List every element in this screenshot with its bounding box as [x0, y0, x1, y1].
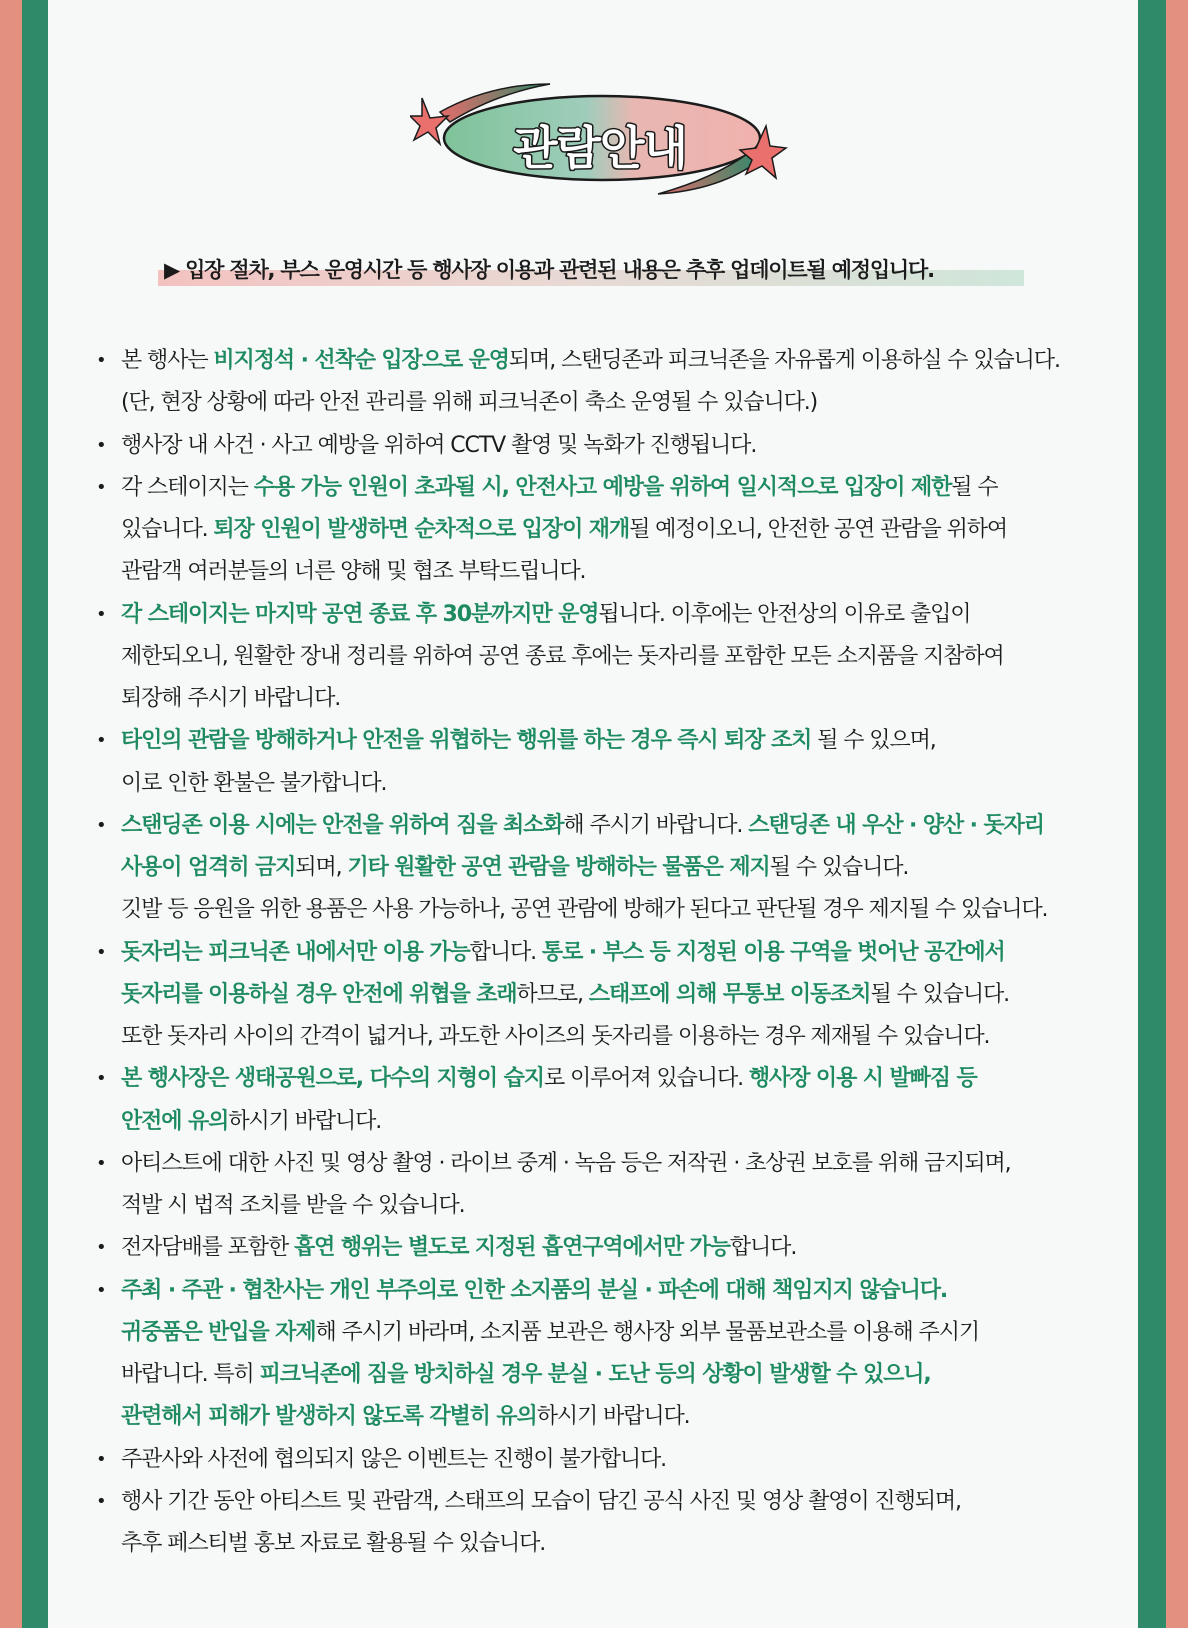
- text-line: [96, 1396, 1126, 1438]
- body-text: 제한되오니, 원활한 장내 정리를 위하여 공연 종료 후에는 돗자리를 포함한 모든 소지품을 지참하여: [121, 643, 1004, 669]
- text-line: [96, 1227, 1126, 1269]
- body-text: 행사 기간 동안 아티스트 및 관람객, 스태프의 모습이 담긴 공식 사진 및 영상 촬영이 진행되며,: [121, 1488, 961, 1514]
- text-line: [96, 1058, 1126, 1100]
- text-line: [96, 1439, 1126, 1481]
- highlighted-text: 본 행사장은 생태공원으로, 다수의 지형이 습지: [121, 1066, 544, 1092]
- body-text: (단, 현장 상황에 따라 안전 관리를 위해 피크닉존이 축소 운영될 수 있습니다.): [121, 390, 818, 416]
- highlighted-text: 안전에 유의: [121, 1108, 229, 1134]
- body-text: 각 스테이지는: [121, 474, 254, 500]
- body-text: 될 예정이오니, 안전한 공연 관람을 위하여: [629, 517, 1008, 542]
- bullet-icon: •: [96, 1068, 106, 1090]
- text-line: [96, 509, 1126, 551]
- right-outer-border: [1166, 0, 1188, 1628]
- list-item: [96, 720, 1126, 805]
- title-banner: [410, 82, 790, 202]
- body-text: 될 수 있습니다.: [870, 981, 1010, 1007]
- text-line: [96, 1185, 1126, 1227]
- highlighted-text: 흡연 행위는 별도로 지정된 흡연구역에서만 가능: [294, 1235, 730, 1261]
- body-text: 합니다.: [729, 1235, 797, 1261]
- body-text: 합니다.: [469, 939, 542, 965]
- text-line: [96, 720, 1126, 762]
- highlighted-text: 주최 · 주관 · 협찬사는 개인 부주의로 인한 소지품의 분실 · 파손에 대해 책임지지 않습니다.: [121, 1277, 948, 1303]
- text-line: [96, 1481, 1126, 1523]
- highlighted-text: 사용이 엄격히 금지: [121, 855, 296, 880]
- body-text: 하시기 바랍니다.: [228, 1108, 382, 1134]
- text-line: [96, 932, 1126, 974]
- highlighted-text: 피크닉존에 짐을 방치하실 경우 분실 · 도난 등의 상황이 발생할 수 있으니,: [259, 1362, 931, 1387]
- list-item: [96, 932, 1126, 1059]
- body-text: 하시기 바랍니다.: [536, 1404, 690, 1430]
- body-text: 본 행사는: [121, 348, 214, 373]
- text-line: [96, 467, 1126, 509]
- body-text: 관람객 여러분들의 너른 양해 및 협조 부탁드립니다.: [121, 559, 586, 585]
- bullet-icon: •: [96, 350, 106, 371]
- update-notice: [158, 252, 1024, 290]
- body-text: 전자담배를 포함한: [121, 1235, 295, 1261]
- list-item: [96, 340, 1126, 425]
- body-text: 로 이루어져 있습니다.: [543, 1066, 749, 1092]
- list-item: [96, 1270, 1126, 1439]
- list-item: [96, 594, 1126, 721]
- body-text: 퇴장해 주시기 바랍니다.: [121, 686, 341, 711]
- bullet-icon: •: [96, 1490, 106, 1512]
- body-text: 바랍니다. 특히: [121, 1362, 260, 1387]
- body-text: 아티스트에 대한 사진 및 영상 촬영 · 라이브 중계 · 녹음 등은 저작권 · 초상권 보호를 위해 금지되며,: [121, 1150, 1011, 1176]
- highlighted-text: 타인의 관람을 방해하거나 안전을 위협하는 행위를 하는 경우 즉시 퇴장 조치: [121, 728, 812, 754]
- text-line: [96, 551, 1126, 593]
- text-line: [96, 889, 1126, 931]
- bullet-icon: •: [96, 814, 106, 836]
- highlighted-text: 관련해서 피해가 발생하지 않도록 각별히 유의: [121, 1404, 537, 1430]
- highlighted-text: 각 스테이지는 마지막 공연 종료 후 30분까지만 운영: [121, 601, 599, 627]
- highlighted-text: 스탠딩존 이용 시에는 안전을 위하여 짐을 최소화: [121, 812, 564, 838]
- body-text: 될 수 있습니다.: [769, 855, 909, 880]
- text-line: [96, 340, 1126, 382]
- play-triangle-icon: ▶: [164, 258, 179, 282]
- highlighted-text: 스탠딩존 내 우산 · 양산 · 돗자리: [748, 812, 1044, 838]
- list-item: [96, 1058, 1126, 1143]
- text-line: [96, 425, 1126, 467]
- text-line: [96, 678, 1126, 720]
- text-line: [96, 974, 1126, 1016]
- list-item: [96, 1143, 1126, 1228]
- highlighted-text: 행사장 이용 시 발빠짐 등: [748, 1066, 977, 1092]
- highlighted-text: 통로 · 부스 등 지정된 이용 구역을 벗어난 공간에서: [541, 939, 1005, 965]
- right-inner-border: [1138, 0, 1166, 1628]
- bullet-icon: •: [96, 476, 106, 498]
- highlighted-text: 스태프에 의해 무통보 이동조치: [588, 981, 871, 1007]
- highlighted-text: 비지정석 · 선착순 입장으로 운영: [213, 348, 509, 373]
- bullet-icon: •: [96, 1152, 106, 1174]
- text-line: [96, 636, 1126, 678]
- bullet-icon: •: [96, 1237, 106, 1259]
- highlighted-text: 퇴장 인원이 발생하면 순차적으로 입장이 재개: [213, 517, 630, 542]
- list-item: [96, 805, 1126, 932]
- highlighted-text: 수용 가능 인원이 초과될 시, 안전사고 예방을 위하여 일시적으로 입장이 제한: [253, 474, 952, 500]
- text-line: [96, 1270, 1126, 1312]
- body-text: 이로 인한 환불은 불가합니다.: [121, 770, 387, 796]
- page-title: 관람안내: [513, 121, 687, 175]
- left-inner-border: [22, 0, 48, 1628]
- body-text: 될 수 있으며,: [811, 728, 936, 754]
- bullet-icon: •: [96, 434, 106, 456]
- text-line: [96, 1101, 1126, 1143]
- text-line: [96, 805, 1126, 847]
- text-line: [96, 382, 1126, 424]
- text-line: [96, 1354, 1126, 1396]
- text-line: [96, 1523, 1126, 1565]
- list-item: [96, 425, 1126, 467]
- body-text: 해 주시기 바랍니다.: [563, 812, 749, 838]
- body-text: 있습니다.: [121, 517, 214, 542]
- highlighted-text: 돗자리를 이용하실 경우 안전에 위협을 초래: [121, 981, 517, 1007]
- bullet-icon: •: [96, 603, 106, 625]
- body-text: 될 수: [951, 474, 998, 500]
- body-text: 행사장 내 사건 · 사고 예방을 위하여 CCTV 촬영 및 녹화가 진행됩니다.: [121, 432, 757, 458]
- guidelines-list: [96, 340, 1126, 1565]
- body-text: 주관사와 사전에 협의되지 않은 이벤트는 진행이 불가합니다.: [121, 1446, 667, 1472]
- text-line: [96, 1143, 1126, 1185]
- highlighted-text: 귀중품은 반입을 자제: [121, 1319, 316, 1345]
- text-line: [96, 1016, 1126, 1058]
- text-line: [96, 763, 1126, 805]
- bullet-icon: •: [96, 1279, 106, 1301]
- list-item: [96, 1439, 1126, 1481]
- body-text: 적발 시 법적 조치를 받을 수 있습니다.: [121, 1193, 465, 1218]
- highlighted-text: 기타 원활한 공연 관람을 방해하는 물품은 제지: [347, 855, 770, 880]
- list-item: [96, 467, 1126, 594]
- bullet-icon: •: [96, 730, 106, 752]
- left-outer-border: [0, 0, 22, 1628]
- bullet-icon: •: [96, 1448, 106, 1470]
- body-text: 됩니다. 이후에는 안전상의 이유로 출입이: [598, 601, 971, 627]
- list-item: [96, 1481, 1126, 1566]
- notice-text: 입장 절차, 부스 운영시간 등 행사장 이용과 관련된 내용은 추후 업데이트될 예정입니다.: [185, 258, 934, 282]
- body-text: 추후 페스티벌 홍보 자료로 활용될 수 있습니다.: [121, 1531, 546, 1556]
- body-text: 해 주시기 바라며, 소지품 보관은 행사장 외부 물품보관소를 이용해 주시기: [315, 1319, 979, 1345]
- text-line: [96, 847, 1126, 889]
- body-text: 되며, 스탠딩존과 피크닉존을 자유롭게 이용하실 수 있습니다.: [508, 348, 1060, 373]
- body-text: 되며,: [295, 855, 348, 880]
- list-item: [96, 1227, 1126, 1269]
- body-text: 하므로,: [516, 981, 589, 1007]
- text-line: [96, 1312, 1126, 1354]
- highlighted-text: 돗자리는 피크닉존 내에서만 이용 가능: [121, 939, 470, 965]
- body-text: 깃발 등 응원을 위한 용품은 사용 가능하나, 공연 관람에 방해가 된다고 판단될 경우 제지될 수 있습니다.: [121, 897, 1048, 923]
- text-line: [96, 594, 1126, 636]
- body-text: 또한 돗자리 사이의 간격이 넓거나, 과도한 사이즈의 돗자리를 이용하는 경우 제재될 수 있습니다.: [121, 1024, 990, 1049]
- bullet-icon: •: [96, 941, 106, 963]
